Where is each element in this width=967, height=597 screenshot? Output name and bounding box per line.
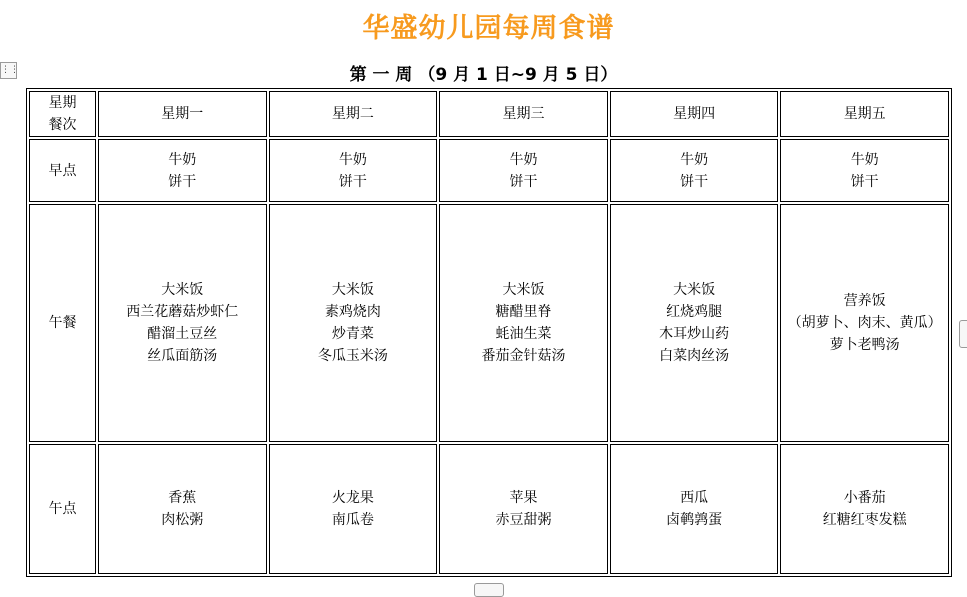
table-row	[29, 444, 949, 574]
menu-cell: 牛奶 饼干	[269, 139, 438, 202]
page-title: 华盛幼儿园每周食谱	[362, 13, 615, 44]
menu-cell: 牛奶 饼干	[610, 139, 779, 202]
weekly-menu-table	[26, 88, 952, 577]
table-row	[29, 139, 949, 202]
meal-header-cell: 午餐	[29, 204, 96, 442]
menu-cell: 西瓜 卤鹌鹑蛋	[610, 444, 779, 574]
column-resize-handle[interactable]	[959, 320, 967, 348]
menu-cell: 大米饭 素鸡烧肉 炒青菜 冬瓜玉米汤	[269, 204, 438, 442]
menu-cell: 大米饭 糖醋里脊 蚝油生菜 番茄金针菇汤	[439, 204, 608, 442]
meal-header-cell: 早点	[29, 139, 96, 202]
week-subtitle: 第 一 周 （9 月 1 日~9 月 5 日）	[349, 65, 618, 85]
day-header-cell: 星期一	[98, 91, 267, 137]
row-resize-handle[interactable]	[474, 583, 504, 597]
menu-cell: 大米饭 红烧鸡腿 木耳炒山药 白菜肉丝汤	[610, 204, 779, 442]
meal-header-cell: 午点	[29, 444, 96, 574]
menu-cell: 牛奶 饼干	[780, 139, 949, 202]
table-header-row	[29, 91, 949, 137]
corner-header-cell: 星期 餐次	[29, 91, 96, 137]
table-row	[29, 204, 949, 442]
day-header-cell: 星期二	[269, 91, 438, 137]
day-header-cell: 星期四	[610, 91, 779, 137]
menu-cell: 火龙果 南瓜卷	[269, 444, 438, 574]
menu-cell: 牛奶 饼干	[439, 139, 608, 202]
table-move-handle-icon[interactable]: ⋮⋮	[0, 62, 17, 79]
menu-cell: 牛奶 饼干	[98, 139, 267, 202]
menu-cell: 大米饭 西兰花蘑菇炒虾仁 醋溜土豆丝 丝瓜面筋汤	[98, 204, 267, 442]
menu-cell: 小番茄 红糖红枣发糕	[780, 444, 949, 574]
day-header-cell: 星期三	[439, 91, 608, 137]
menu-cell: 营养饭 （胡萝卜、肉末、黄瓜） 萝卜老鸭汤	[780, 204, 949, 442]
menu-cell: 香蕉 肉松粥	[98, 444, 267, 574]
menu-cell: 苹果 赤豆甜粥	[439, 444, 608, 574]
day-header-cell: 星期五	[780, 91, 949, 137]
